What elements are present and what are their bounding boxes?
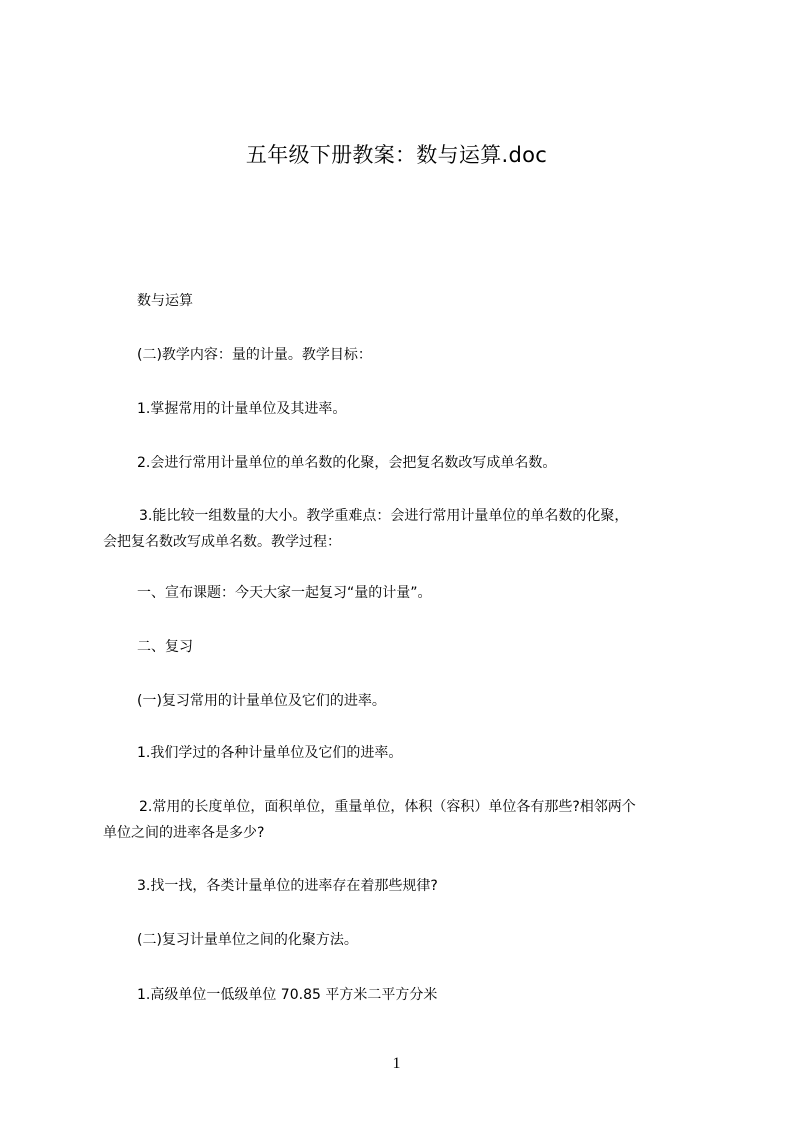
page-number: 1 bbox=[392, 1055, 401, 1072]
paragraph: (一)复习常用的计量单位及它们的进率。 bbox=[137, 693, 386, 709]
paragraph: 1.高级单位一低级单位 70.85 平方米二平方分米 bbox=[137, 987, 438, 1003]
paragraph: 二、复习 bbox=[137, 639, 193, 655]
paragraph-heading: 数与运算 bbox=[137, 293, 193, 309]
paragraph-line: 3.能比较一组数量的大小。教学重难点：会进行常用计量单位的单名数的化聚， bbox=[139, 508, 629, 524]
paragraph: 1.掌握常用的计量单位及其进率。 bbox=[137, 401, 347, 417]
paragraph: (二)复习计量单位之间的化聚方法。 bbox=[137, 932, 358, 948]
paragraph: 1.我们学过的各种计量单位及它们的进率。 bbox=[137, 745, 403, 761]
paragraph-line: 会把复名数改写成单名数。教学过程： bbox=[103, 534, 341, 550]
paragraph: 3.找一找，各类计量单位的进率存在着那些规律? bbox=[137, 878, 438, 894]
paragraph: 2.会进行常用计量单位的单名数的化聚，会把复名数改写成单名数。 bbox=[137, 455, 557, 471]
paragraph-line: 2.常用的长度单位，面积单位，重量单位，体积（容积）单位各有那些?相邻两个 bbox=[139, 799, 636, 815]
paragraph: 一、宣布课题：今天大家一起复习“量的计量”。 bbox=[137, 585, 432, 601]
document-title: 五年级下册教案：数与运算.doc bbox=[245, 143, 548, 167]
paragraph-line: 单位之间的进率各是多少? bbox=[103, 825, 265, 841]
paragraph-wrapped bbox=[103, 794, 708, 846]
paragraph-wrapped bbox=[103, 503, 708, 555]
paragraph: (二)教学内容：量的计量。教学目标： bbox=[137, 347, 372, 363]
